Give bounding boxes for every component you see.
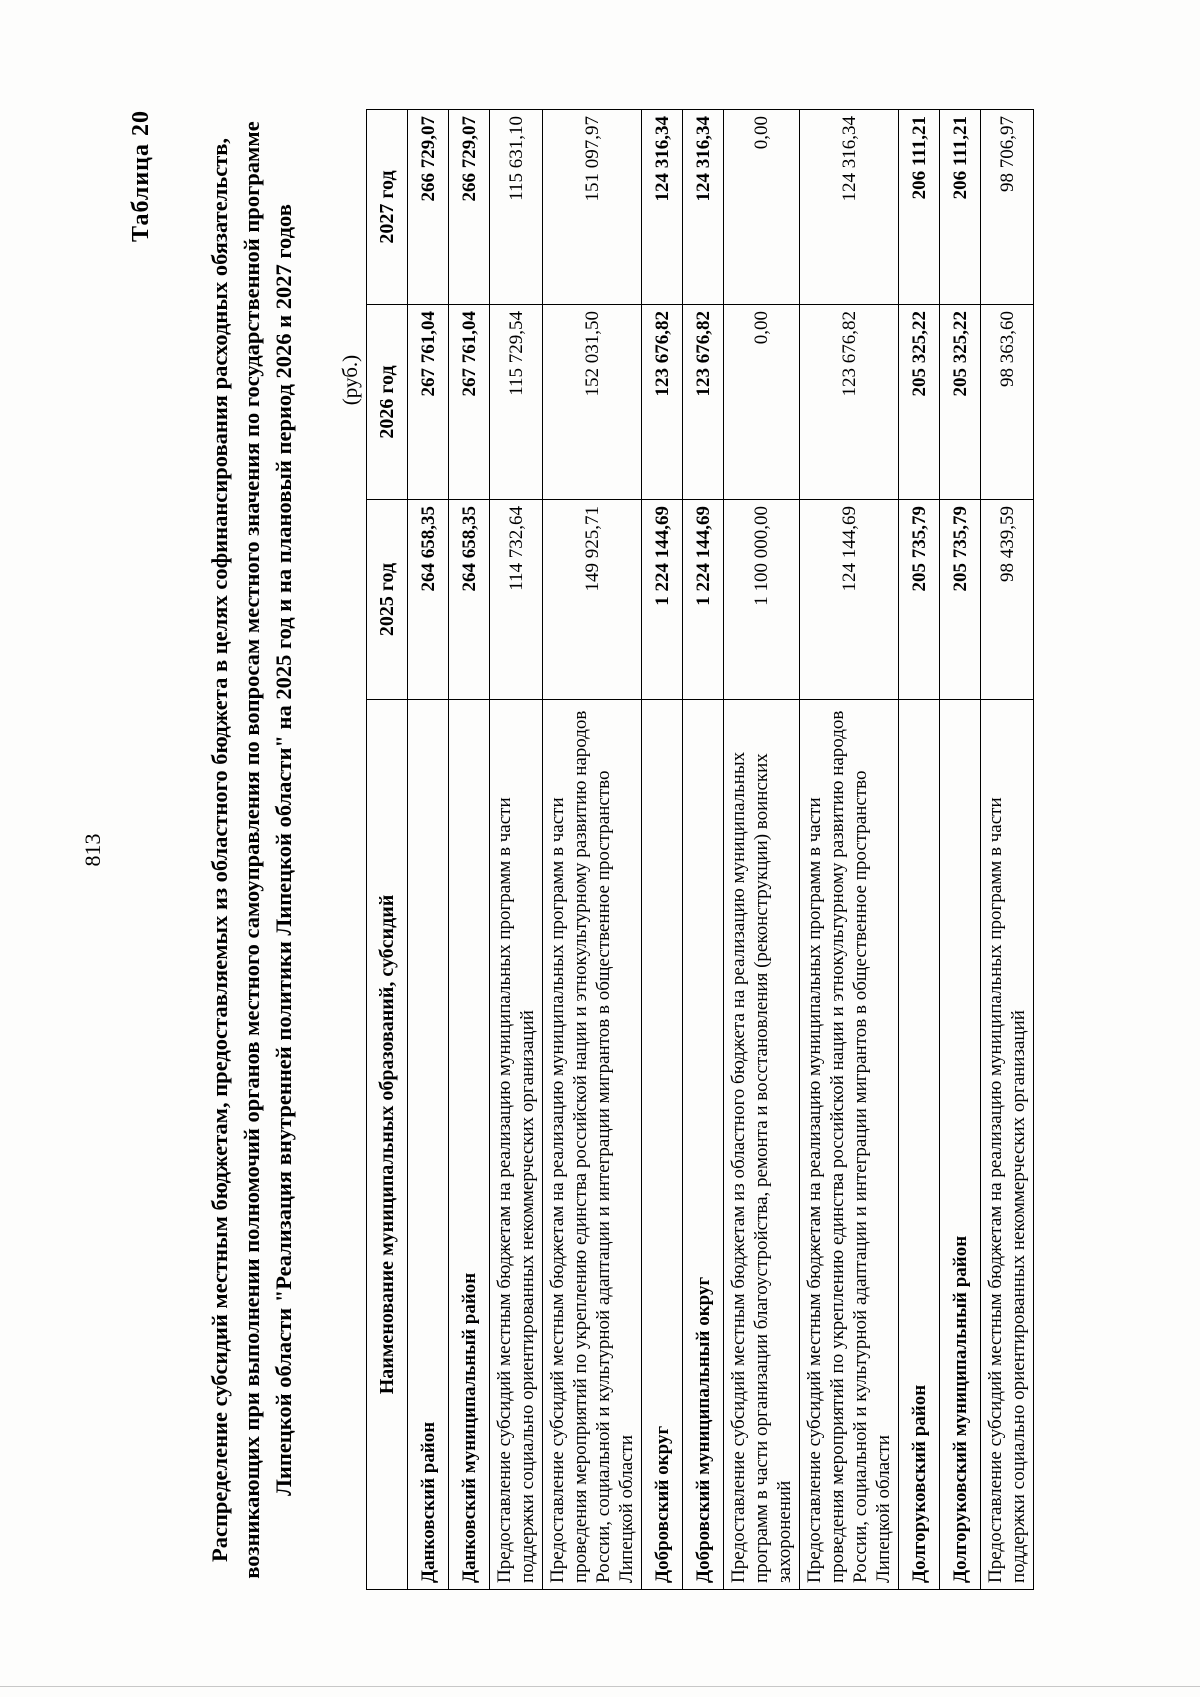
table-row [683,110,724,1590]
subsidies-table [366,109,1034,1590]
row-value-2026: 267 761,04 [449,305,490,500]
row-value-2026: 0,00 [724,305,800,500]
table-row [642,110,683,1590]
row-value-2026: 123 676,82 [642,305,683,500]
row-name: Долгоруковский муниципальный район [940,700,981,1590]
row-value-2025: 98 439,59 [981,500,1034,700]
row-value-2025: 264 658,35 [408,500,449,700]
row-value-2025: 1 224 144,69 [642,500,683,700]
document-title: Распределение субсидий местным бюджетам, предоставляемых из областного бюджета в целях софинансирования расходных обязательств, возникающих при выполнении полномочий органов местного самоуправления по вопросам местного значения по государственной программе Липецкой области "Реализация внутренней политики Липецкой области" на 2025 год и на плановый период 2026 и 2027 годов [207,121,296,1579]
row-value-2025: 264 658,35 [449,500,490,700]
table-row [449,110,490,1590]
row-name: Долгоруковский район [899,700,940,1590]
row-name: Данковский район [408,700,449,1590]
rotated-page-content [80,70,1140,1630]
row-name: Предоставление субсидий местным бюджетам на реализацию муниципальных программ в части проведения мероприятий по укреплению единства российской нации и этнокультурному развитию народов России, социальной и культурной адаптации и интеграции мигрантов в общественное пространство Липецкой области [800,700,899,1590]
row-name: Предоставление субсидий местным бюджетам на реализацию муниципальных программ в части проведения мероприятий по укреплению единства российской нации и этнокультурному развитию народов России, социальной и культурной адаптации и интеграции мигрантов в общественное пространство Липецкой области [543,700,642,1590]
table-body [408,110,1034,1590]
row-value-2026: 205 325,22 [940,305,981,500]
row-value-2025: 205 735,79 [899,500,940,700]
row-value-2027: 124 316,34 [683,110,724,305]
row-value-2027: 124 316,34 [800,110,899,305]
row-value-2027: 266 729,07 [408,110,449,305]
row-value-2025: 114 732,64 [490,500,543,700]
row-value-2026: 123 676,82 [683,305,724,500]
row-value-2027: 206 111,21 [899,110,940,305]
table-row [724,110,800,1590]
table-label: Таблица 20 [128,110,154,242]
row-value-2026: 205 325,22 [899,305,940,500]
row-value-2027: 151 097,97 [543,110,642,305]
row-value-2025: 1 100 000,00 [724,500,800,700]
unit-label: (руб.) [338,354,362,406]
column-header-name: Наименование муниципальных образований, субсидий [367,700,408,1590]
row-name: Предоставление субсидий местным бюджетам из областного бюджета на реализацию муниципальных программ в части организации благоустройства, ремонта и восстановления (реконструкции) воинских захоронений [724,700,800,1590]
table-row [543,110,642,1590]
row-value-2025: 1 224 144,69 [683,500,724,700]
row-name: Добровский округ [642,700,683,1590]
row-value-2027: 98 706,97 [981,110,1034,305]
column-header-2027: 2027 год [367,110,408,305]
row-name: Добровский муниципальный округ [683,700,724,1590]
row-name: Данковский муниципальный район [449,700,490,1590]
row-value-2026: 98 363,60 [981,305,1034,500]
table-row [408,110,449,1590]
table-row [899,110,940,1590]
row-value-2027: 266 729,07 [449,110,490,305]
table-row [981,110,1034,1590]
row-value-2026: 123 676,82 [800,305,899,500]
scan-edge-line [0,1686,1200,1687]
row-value-2025: 205 735,79 [940,500,981,700]
column-header-2026: 2026 год [367,305,408,500]
table-header-row [367,110,408,1590]
row-value-2026: 115 729,54 [490,305,543,500]
row-name: Предоставление субсидий местным бюджетам на реализацию муниципальных программ в части поддержки социально ориентированных некоммерческих организаций [490,700,543,1590]
row-value-2027: 124 316,34 [642,110,683,305]
table-row [490,110,543,1590]
row-value-2027: 0,00 [724,110,800,305]
table-row [800,110,899,1590]
page-number: 813 [80,833,105,867]
row-value-2026: 152 031,50 [543,305,642,500]
row-value-2026: 267 761,04 [408,305,449,500]
row-value-2025: 149 925,71 [543,500,642,700]
row-value-2025: 124 144,69 [800,500,899,700]
row-name: Предоставление субсидий местным бюджетам на реализацию муниципальных программ в части поддержки социально ориентированных некоммерческих организаций [981,700,1034,1590]
row-value-2027: 115 631,10 [490,110,543,305]
row-value-2027: 206 111,21 [940,110,981,305]
column-header-2025: 2025 год [367,500,408,700]
table-row [940,110,981,1590]
